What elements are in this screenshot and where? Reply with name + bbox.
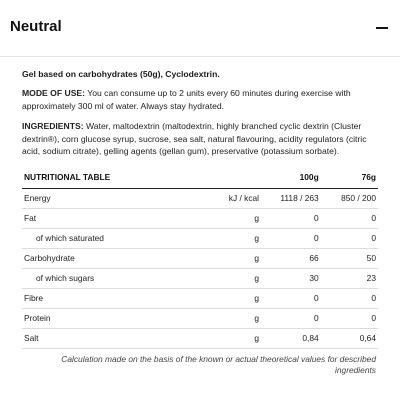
nutritional-table [22, 166, 378, 349]
row-name: Fat [22, 208, 196, 228]
row-value-76g: 0 [319, 288, 378, 308]
row-value-100g: 0 [265, 308, 319, 328]
row-value-76g: 0 [319, 208, 378, 228]
accordion-header[interactable] [0, 0, 400, 57]
row-unit: g [196, 328, 265, 348]
row-value-76g: 23 [319, 268, 378, 288]
table-row [22, 248, 378, 268]
row-name: Fibre [22, 288, 196, 308]
row-value-100g: 66 [265, 248, 319, 268]
row-value-76g: 0 [319, 308, 378, 328]
row-unit: kJ / kcal [196, 188, 265, 208]
row-unit: g [196, 268, 265, 288]
row-unit: g [196, 308, 265, 328]
row-value-100g: 1118 / 263 [265, 188, 319, 208]
row-unit: g [196, 248, 265, 268]
row-value-100g: 30 [265, 268, 319, 288]
mode-of-use-text: You can consume up to 2 units every 60 minutes during exercise with approximately 300 ml of water. Always stay hydrated. [22, 88, 351, 111]
table-header-100g: 100g [265, 166, 319, 189]
table-header-unit [196, 166, 265, 189]
row-name: Salt [22, 328, 196, 348]
row-name: Protein [22, 308, 196, 328]
minus-icon[interactable] [374, 20, 390, 36]
mode-of-use-label: MODE OF USE: [22, 88, 86, 98]
table-header-row [22, 166, 378, 189]
table-footnote: Calculation made on the basis of the known or actual theoretical values for described ingredients [61, 353, 376, 376]
row-unit: g [196, 288, 265, 308]
ingredients-label: INGREDIENTS: [22, 121, 84, 132]
mode-of-use [22, 87, 378, 112]
row-value-76g: 0,64 [319, 328, 378, 348]
row-value-76g: 0 [319, 228, 378, 248]
row-name: of which saturated [22, 228, 196, 248]
table-header-name: NUTRITIONAL TABLE [22, 166, 196, 189]
row-value-100g: 0 [265, 288, 319, 308]
row-value-100g: 0 [265, 208, 319, 228]
product-subtitle: Gel based on carbohydrates (50g), Cyclodextrin. [22, 69, 220, 79]
row-value-76g: 50 [319, 248, 378, 268]
table-row [22, 268, 378, 288]
ingredients [22, 120, 378, 158]
accordion-content [22, 68, 378, 377]
accordion-title: Neutral [10, 18, 62, 35]
row-value-100g: 0,84 [265, 328, 319, 348]
row-unit: g [196, 228, 265, 248]
table-row [22, 328, 378, 348]
row-name: of which sugars [22, 268, 196, 288]
row-name: Carbohydrate [22, 248, 196, 268]
table-row [22, 308, 378, 328]
table-row [22, 288, 378, 308]
row-unit: g [196, 208, 265, 228]
row-value-100g: 0 [265, 228, 319, 248]
table-row [22, 228, 378, 248]
row-value-76g: 850 / 200 [319, 188, 378, 208]
table-row [22, 208, 378, 228]
table-header-76g: 76g [319, 166, 378, 189]
ingredients-text: Water, maltodextrin (maltodextrin, highly branched cyclic dextrin (Cluster dextrin®), corn glucose syrup, sucrose, sea salt, natural flavouring, acidity regulators (citric acid, sodium citrate), gelling agents (gellan gum), preservative (potassium sorbate). [22, 121, 367, 157]
table-row [22, 188, 378, 208]
row-name: Energy [22, 188, 196, 208]
